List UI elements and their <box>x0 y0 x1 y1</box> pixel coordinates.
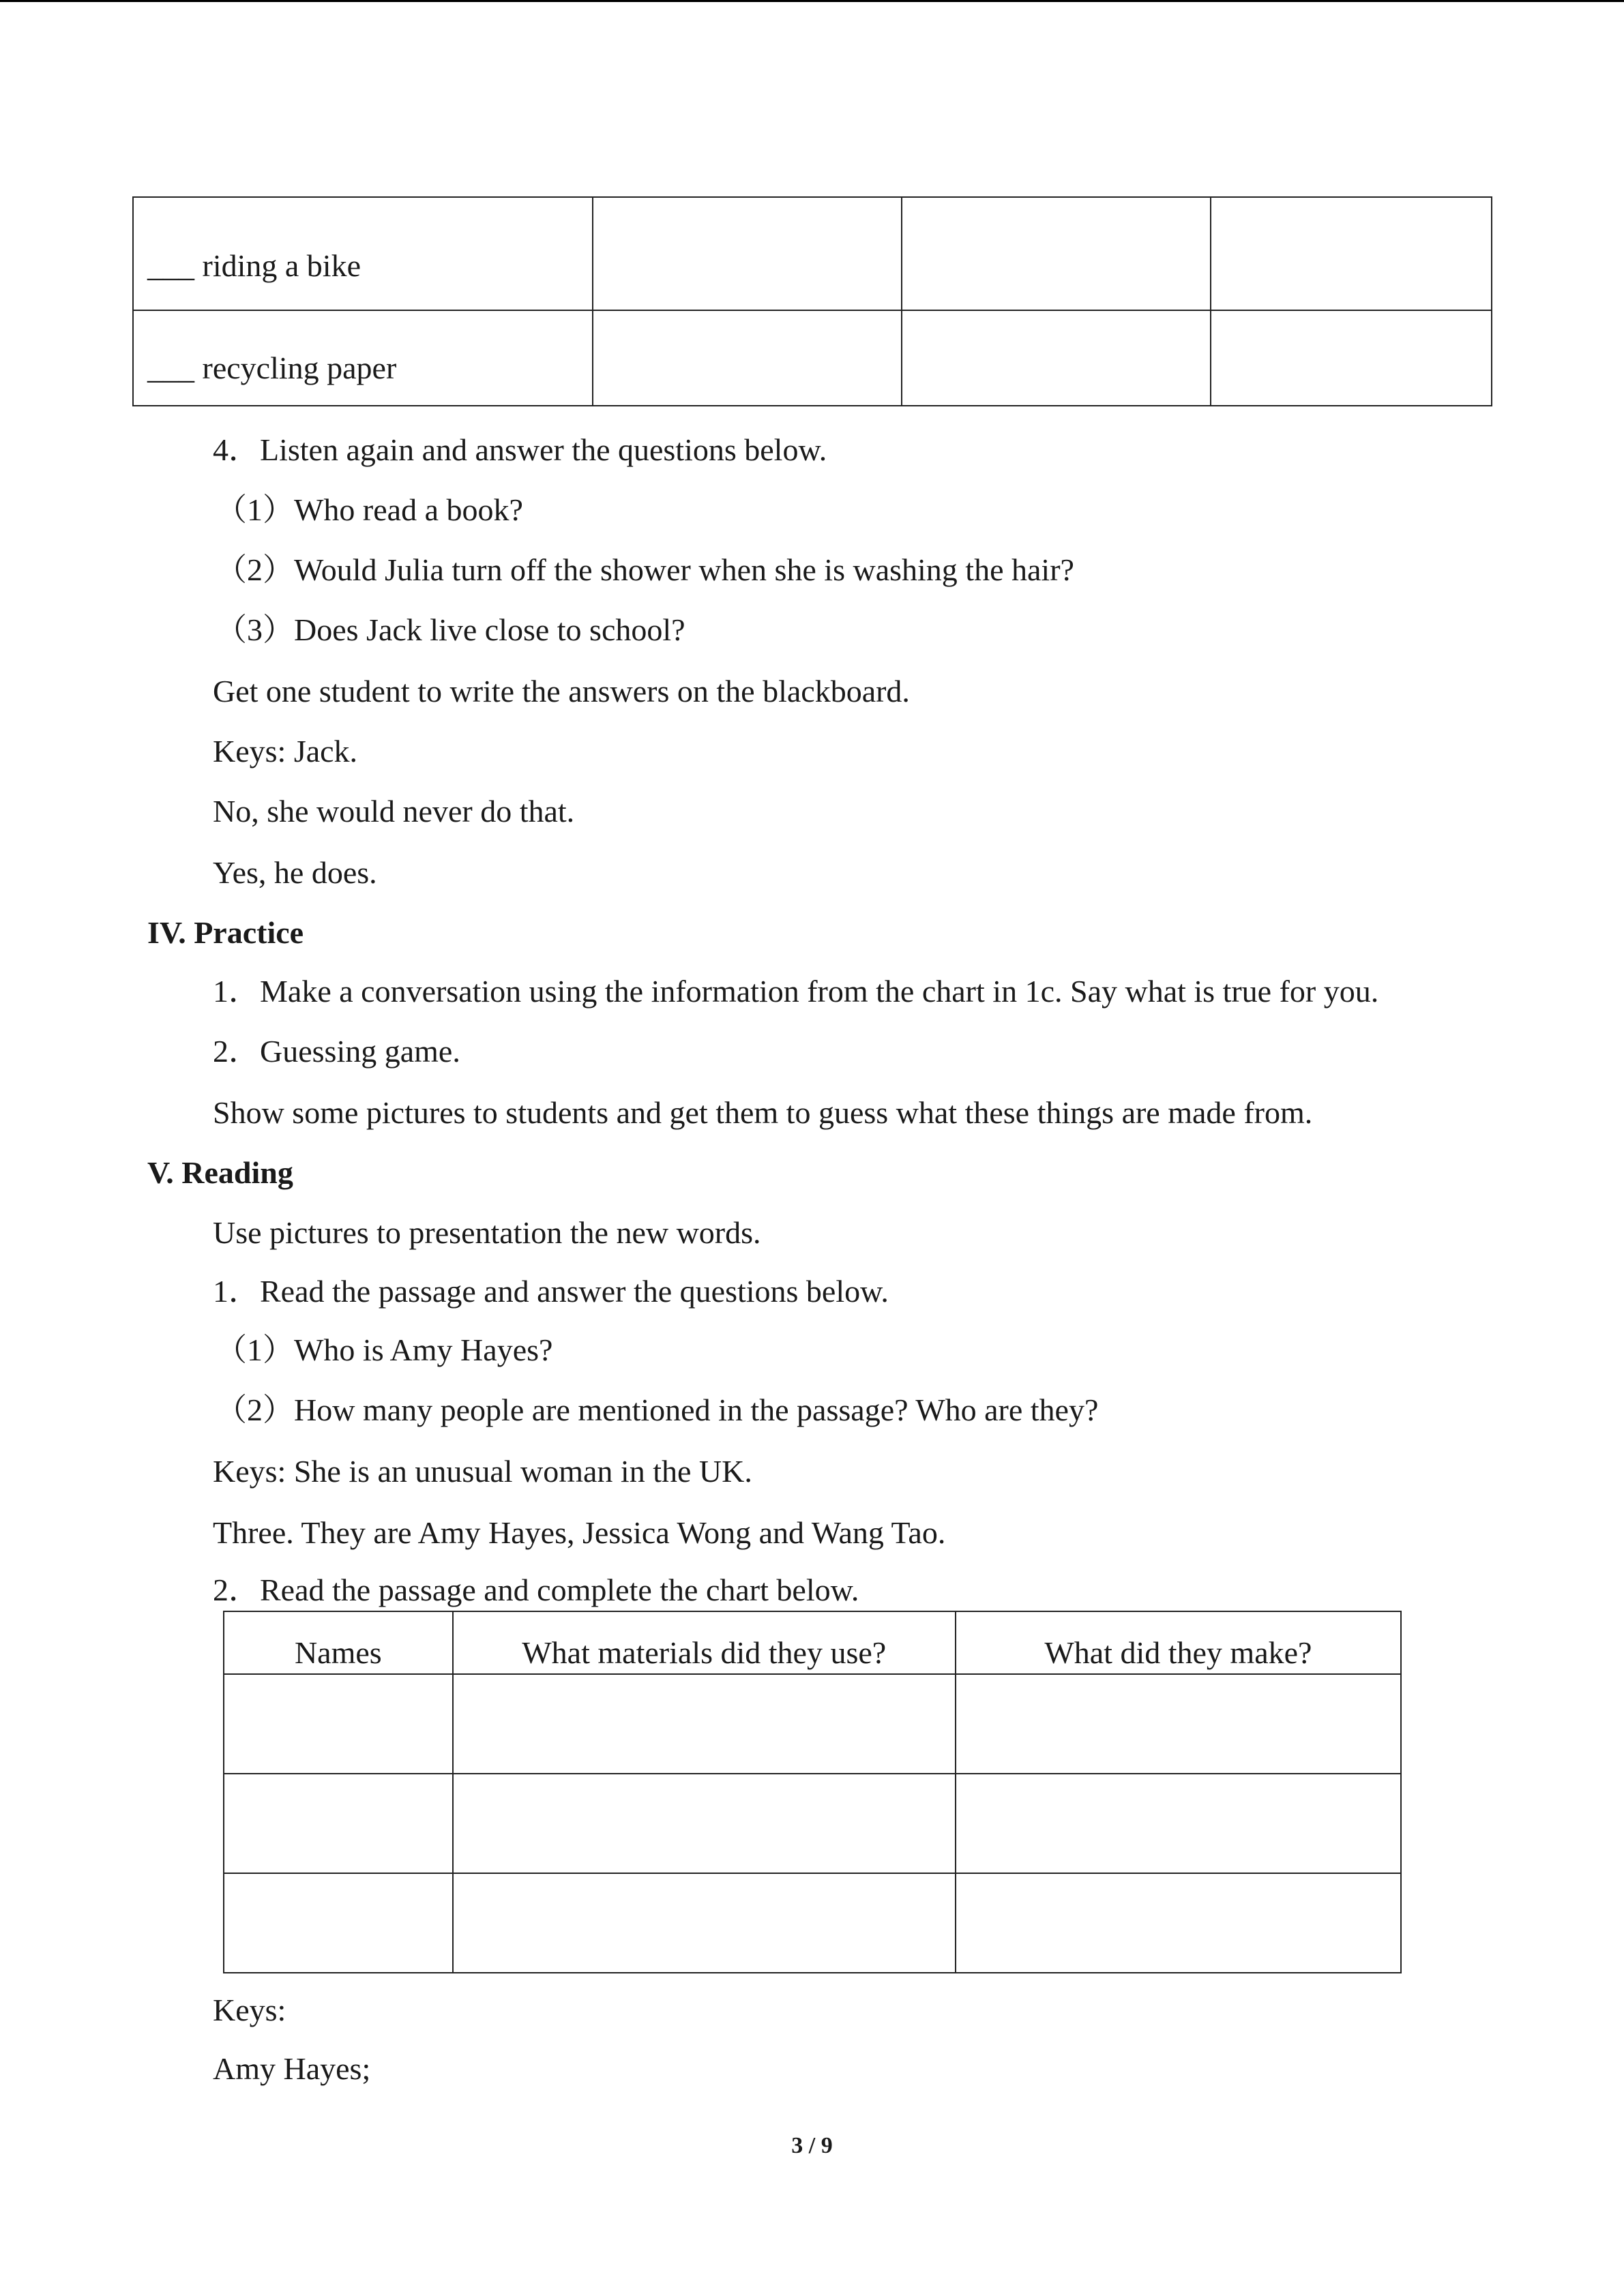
table-cell <box>224 1674 453 1774</box>
listen-again-item: 4．Listen again and answer the questions below. <box>213 432 827 467</box>
row-label: ___ riding a bike <box>133 197 593 310</box>
question-3: （3）Does Jack live close to school? <box>216 612 685 647</box>
table-cell <box>956 1674 1401 1774</box>
table-row <box>224 1674 1401 1774</box>
reading-chart-table <box>223 1611 1402 1973</box>
table-row <box>133 197 1492 310</box>
activity-table <box>132 196 1492 406</box>
table-row <box>224 1873 1401 1973</box>
reading-question-1: （1）Who is Amy Hayes? <box>216 1332 553 1367</box>
table-cell <box>902 310 1211 406</box>
instruction: Get one student to write the answers on the blackboard. <box>213 674 910 709</box>
table-cell <box>453 1873 956 1973</box>
row-label: ___ recycling paper <box>133 310 593 406</box>
table-header-row <box>224 1611 1401 1674</box>
column-header: What did they make? <box>956 1611 1401 1674</box>
table-cell <box>902 197 1211 310</box>
key-answer-1: Keys: Jack. <box>213 734 358 769</box>
table-cell <box>1211 310 1492 406</box>
reading-keys-1: Keys: She is an unusual woman in the UK. <box>213 1454 752 1489</box>
table-row <box>224 1774 1401 1873</box>
question-2: （2）Would Julia turn off the shower when she is washing the hair? <box>216 552 1074 587</box>
key-answer-2: No, she would never do that. <box>213 794 575 829</box>
reading-item-2: 2．Read the passage and complete the chart below. <box>213 1572 859 1607</box>
table-row <box>133 310 1492 406</box>
reading-keys-2: Three. They are Amy Hayes, Jessica Wong and Wang Tao. <box>213 1515 946 1550</box>
reading-question-2: （2）How many people are mentioned in the passage? Who are they? <box>216 1392 1099 1427</box>
reading-heading: V. Reading <box>147 1155 293 1190</box>
question-1: （1）Who read a book? <box>216 492 523 527</box>
table-cell <box>453 1774 956 1873</box>
table-cell <box>593 197 901 310</box>
table-cell <box>453 1674 956 1774</box>
table-cell <box>1211 197 1492 310</box>
table-cell <box>956 1873 1401 1973</box>
column-header: What materials did they use? <box>453 1611 956 1674</box>
practice-instruction: Show some pictures to students and get them to guess what these things are made from. <box>213 1095 1313 1130</box>
page-number: 3 / 9 <box>791 2133 833 2158</box>
reading-item-1: 1．Read the passage and answer the questions below. <box>213 1274 889 1309</box>
table-cell <box>224 1774 453 1873</box>
practice-heading: IV. Practice <box>147 915 304 950</box>
reading-intro: Use pictures to presentation the new words. <box>213 1215 761 1250</box>
table-cell <box>956 1774 1401 1873</box>
table-cell <box>224 1873 453 1973</box>
practice-item-2: 2．Guessing game. <box>213 1034 460 1069</box>
key-answer-3: Yes, he does. <box>213 855 377 890</box>
table-cell <box>593 310 901 406</box>
top-border <box>0 0 1624 2</box>
column-header: Names <box>224 1611 453 1674</box>
keys-first-answer: Amy Hayes; <box>213 2051 371 2086</box>
practice-item-1: 1．Make a conversation using the information from the chart in 1c. Say what is true for you. <box>213 974 1379 1009</box>
keys-label: Keys: <box>213 1993 286 2027</box>
